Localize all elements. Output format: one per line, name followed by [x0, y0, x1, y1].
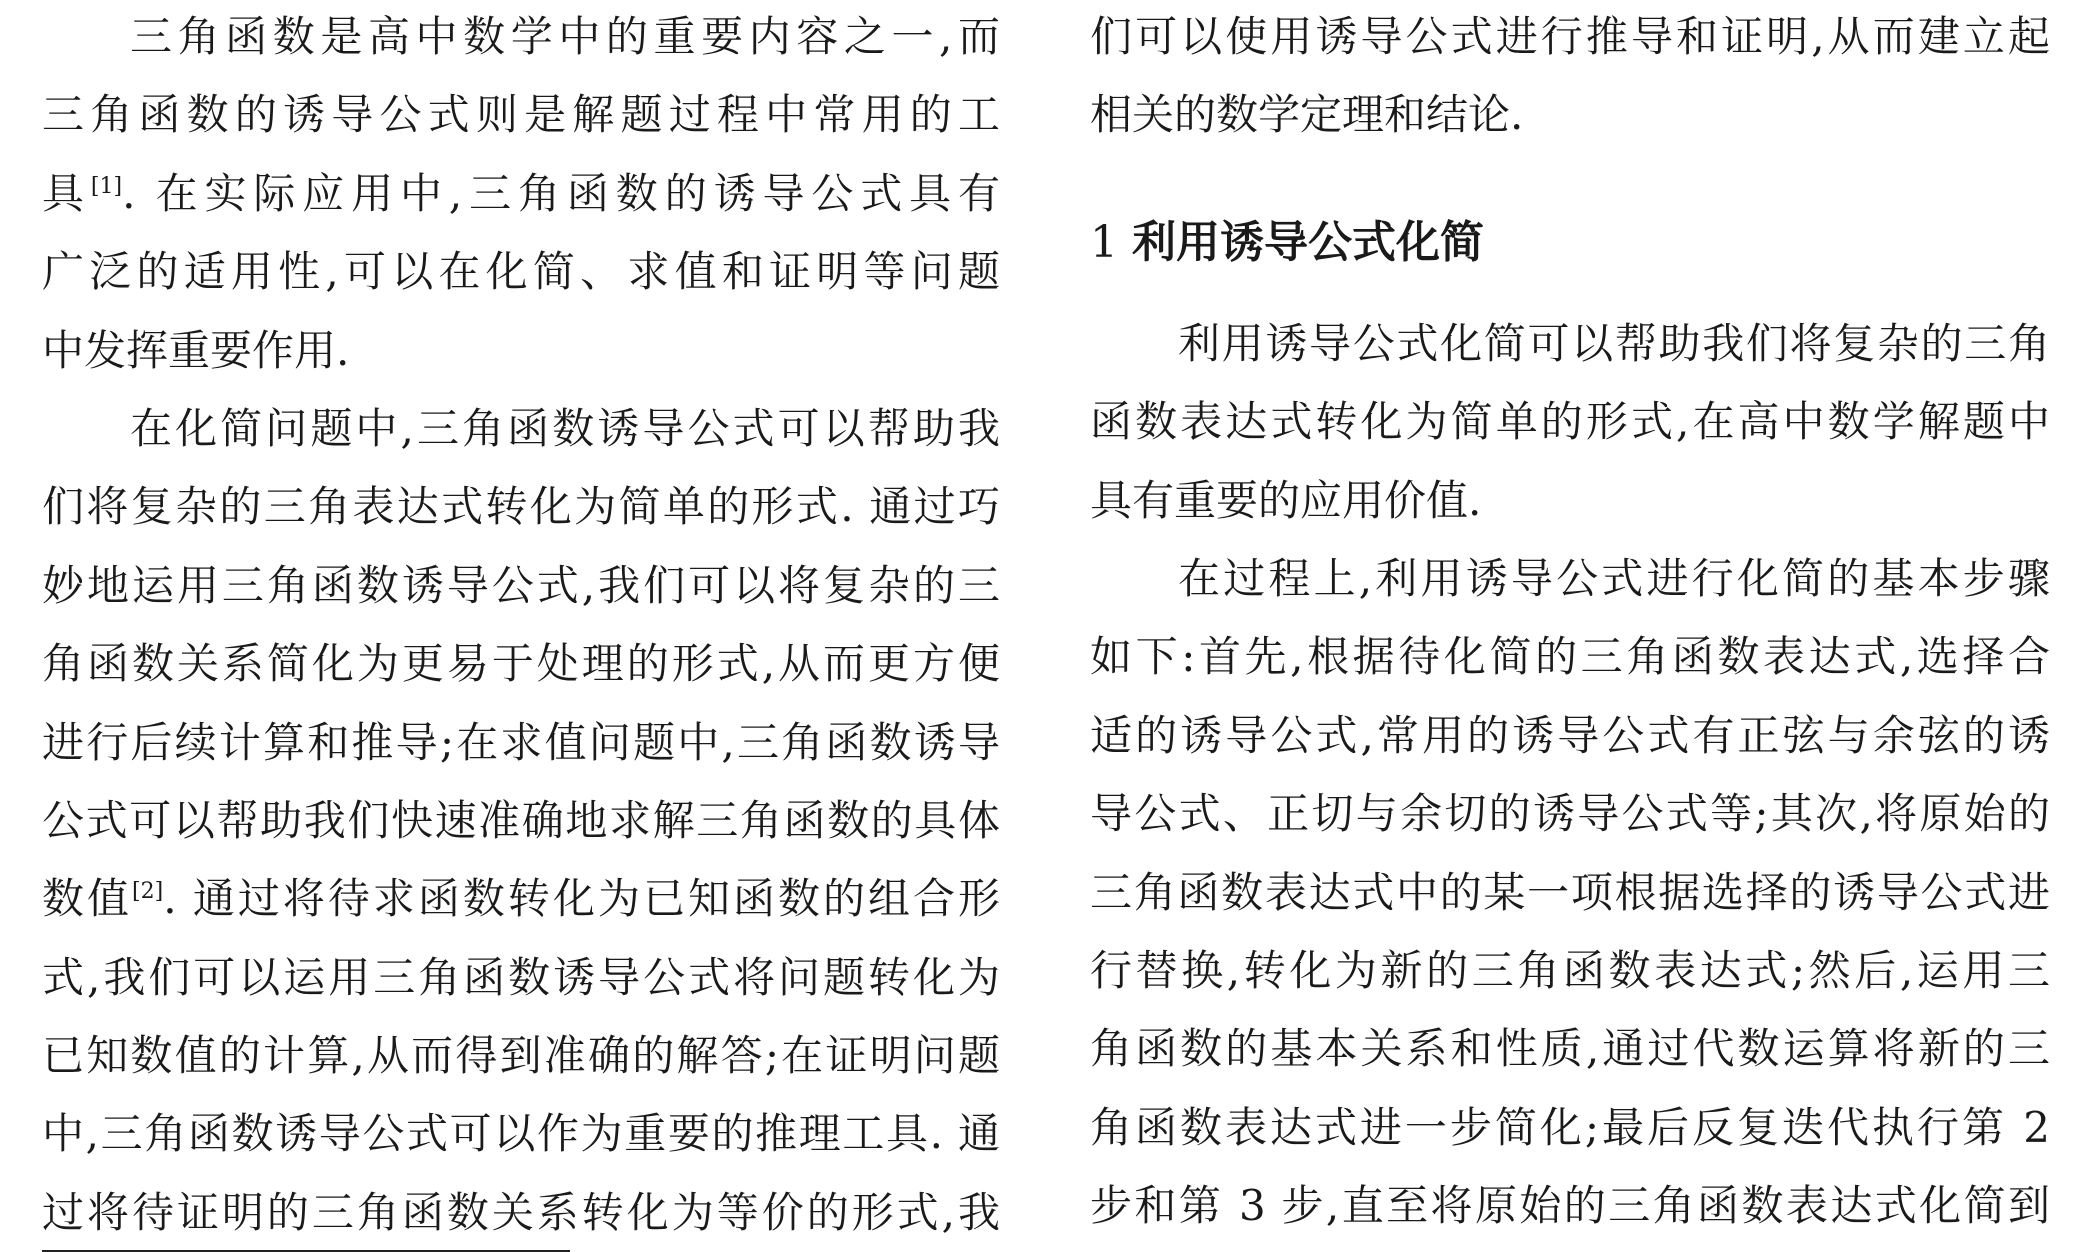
p4-line-7: 角函数的基本关系和性质,通过代数运算将新的三 — [1090, 1024, 2050, 1074]
p1-line-3-prefix: 具 — [42, 168, 91, 218]
p4-line-3: 适的诱导公式,常用的诱导公式有正弦与余弦的诱 — [1090, 710, 2050, 760]
section-heading — [1090, 193, 2050, 293]
p2-line-7 — [42, 860, 1000, 938]
p2-line-6: 公式可以帮助我们快速准确地求解三角函数的具体 — [42, 795, 1000, 845]
p2-line-9: 已知数值的计算,从而得到准确的解答;在证明问题 — [42, 1031, 1000, 1081]
p4-line-5: 三角函数表达式中的某一项根据选择的诱导公式进 — [1090, 867, 2050, 917]
p2-line-1: 在化简问题中,三角函数诱导公式可以帮助我 — [130, 403, 1000, 453]
p2-line-5: 进行后续计算和推导;在求值问题中,三角函数诱导 — [42, 717, 1000, 767]
p3-line-2: 函数表达式转化为简单的形式,在高中数学解题中 — [1090, 397, 2050, 447]
cont-line-1: 们可以使用诱导公式进行推导和证明,从而建立起 — [1090, 12, 2050, 61]
p4-line-6: 行替换,转化为新的三角函数表达式;然后,运用三 — [1090, 945, 2050, 995]
left-column — [42, 0, 1000, 1252]
p4-line-4: 导公式、正切与余切的诱导公式等;其次,将原始的 — [1090, 789, 2050, 839]
p2-line-7-text: . 通过将待求函数转化为已知函数的组合形 — [163, 874, 1000, 924]
p2-line-7-prefix: 数值 — [42, 874, 133, 924]
p1-line-1: 三角函数是高中数学中的重要内容之一,而 — [130, 12, 1000, 61]
p1-line-2: 三角函数的诱导公式则是解题过程中常用的工 — [42, 90, 1000, 140]
p2-line-2: 们将复杂的三角表达式转化为简单的形式. 通过巧 — [42, 482, 1000, 532]
citation-ref-1: [1] — [90, 173, 123, 199]
right-column — [1090, 0, 2050, 1245]
citation-ref-2: [2] — [132, 879, 164, 905]
p1-line-3-text: . 在实际应用中,三角函数的诱导公式具有 — [122, 168, 1000, 218]
p3-line-1: 利用诱导公式化简可以帮助我们将复杂的三角 — [1178, 318, 2050, 368]
p4-line-1: 在过程上,利用诱导公式进行化简的基本步骤 — [1178, 553, 2050, 603]
p4-line-8: 角函数表达式进一步简化;最后反复迭代执行第 2 — [1090, 1102, 2050, 1152]
p3-line-3: 具有重要的应用价值. — [1090, 475, 1482, 525]
p4-line-9: 步和第 3 步,直至将原始的三角函数表达式化简到 — [1090, 1181, 2050, 1231]
p2-line-4: 角函数关系简化为更易于处理的形式,从而更方便 — [42, 639, 1000, 689]
p1-line-3 — [42, 155, 1000, 233]
p2-line-8: 式,我们可以运用三角函数诱导公式将问题转化为 — [42, 952, 1000, 1002]
p1-line-5: 中发挥重要作用. — [42, 325, 350, 375]
p2-line-10: 中,三角函数诱导公式可以作为重要的推理工具. 通 — [42, 1109, 1000, 1159]
p1-line-4: 广泛的适用性,可以在化简、求值和证明等问题 — [42, 247, 1000, 297]
section-title: 利用诱导公式化简 — [1132, 216, 1484, 268]
cont-line-2: 相关的数学定理和结论. — [1090, 90, 1524, 140]
p2-line-11: 过将待证明的三角函数关系转化为等价的形式,我 — [42, 1187, 1000, 1237]
section-number: 1 — [1090, 216, 1118, 268]
p2-line-3: 妙地运用三角函数诱导公式,我们可以将复杂的三 — [42, 560, 1000, 610]
p4-line-2: 如下:首先,根据待化简的三角函数表达式,选择合 — [1090, 632, 2050, 682]
